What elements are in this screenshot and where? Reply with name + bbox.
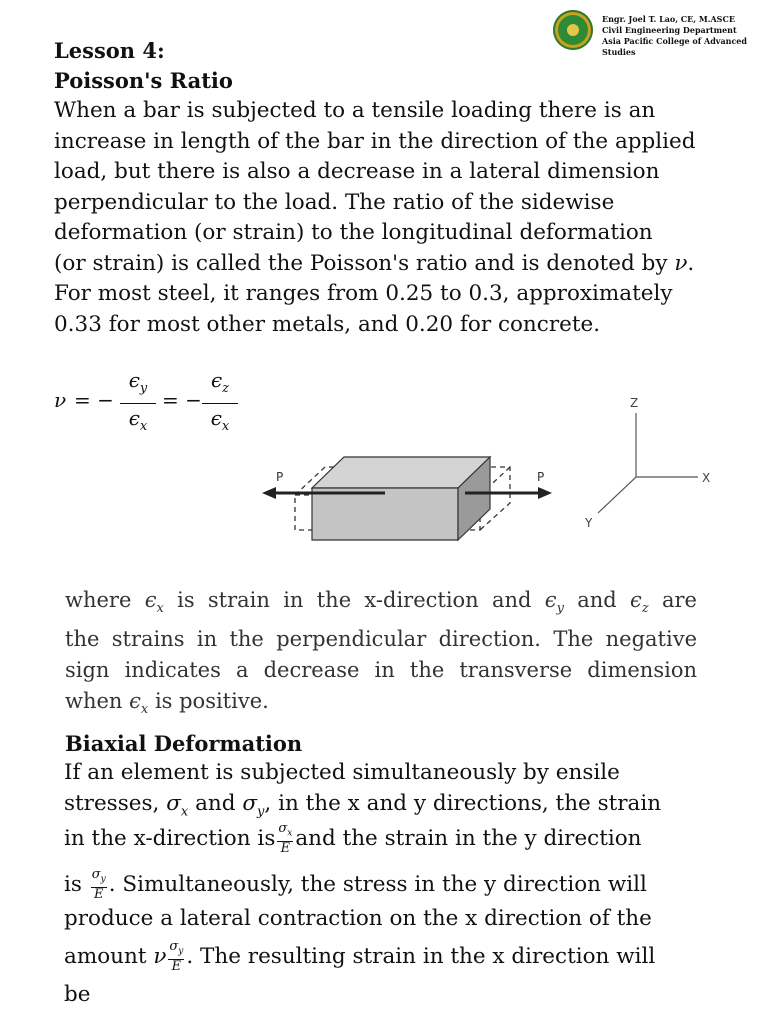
where-line-1 (65, 585, 697, 624)
fraction-sigma-x-over-E: $\frac{\sigma_x}{E}$ (278, 821, 293, 856)
load-label-right: P (537, 470, 545, 484)
formula-equals: = − (74, 388, 114, 412)
formula-equals-2: = − (162, 388, 202, 412)
biaxial-line-3 (64, 822, 642, 856)
denominator-eps-x: $\epsilon_x$ (210, 406, 230, 434)
denominator-eps-x: $\epsilon_x$ (128, 406, 148, 434)
axis-label-x: X (702, 471, 711, 485)
coordinate-axes (598, 413, 698, 513)
biaxial-line-4 (64, 868, 647, 902)
author-department: Civil Engineering Department (602, 25, 737, 35)
biaxial-line-2: stresses, $\sigma_x$ and $\sigma_y$, in the x and y directions, the strain (64, 791, 662, 820)
author-block (602, 14, 768, 58)
where-line-4 (65, 686, 697, 725)
biaxial-text: in the x-direction is (64, 825, 276, 851)
y-axis (598, 477, 636, 513)
college-seal-logo (553, 10, 593, 50)
eps-y-symbol: $\epsilon_y$ (544, 588, 564, 617)
are-word: are (661, 588, 697, 612)
strain-definition-paragraph (65, 585, 697, 725)
poisson-ratio-formula (54, 368, 254, 438)
where-line-2: the strains in the perpendicular direction. The negative (65, 627, 697, 652)
eps-z-symbol: $\epsilon_z$ (630, 588, 649, 617)
intro-line: 0.33 for most other metals, and 0.20 for concrete. (54, 311, 601, 337)
axis-label-y: Y (585, 516, 593, 530)
biaxial-line-1: If an element is subjected simultaneously by ensile (64, 760, 620, 785)
where-line-3: sign indicates a decrease in the transverse dimension (65, 658, 697, 683)
intro-line: load, but there is also a decrease in a lateral dimension (54, 159, 660, 184)
nu-symbol: ν (674, 250, 688, 276)
lesson-heading (54, 36, 233, 96)
tension-bar-diagram (250, 385, 730, 555)
eps-x-symbol: $\epsilon_x$ (144, 588, 164, 617)
eps-x-symbol: $\epsilon_x$ (129, 689, 149, 718)
when-word: when (65, 689, 123, 714)
sigma-y-symbol: $\sigma_y$ (242, 791, 265, 820)
where-word: where (65, 588, 132, 612)
author-name: Engr. Joel T. Lao, CE, M.ASCE (602, 14, 735, 24)
intro-line: increase in length of the bar in the direction of the applied (54, 128, 696, 154)
and-word: and (195, 791, 236, 816)
biaxial-text: in the x and y directions, the strain (278, 791, 662, 816)
intro-line: When a bar is subjected to a tensile loading there is an (54, 98, 656, 123)
author-college: Asia Pacific College of Advanced Studies (602, 36, 747, 57)
biaxial-line-5: produce a lateral contraction on the x direction of the (64, 906, 652, 931)
biaxial-text: . Simultaneously, the stress in the y direction will (108, 871, 647, 897)
biaxial-heading: Biaxial Deformation (65, 731, 303, 756)
stresses-word: stresses, (64, 791, 160, 816)
is-word: is (64, 871, 82, 897)
numerator-eps-z: $\epsilon_z$ (210, 368, 230, 396)
fraction-eps-y-over-eps-x (120, 368, 156, 439)
fraction-sigma-y-over-E: $\frac{\sigma_y}{E}$ (91, 867, 106, 902)
nu-symbol: ν (153, 943, 167, 969)
sigma-x-symbol: $\sigma_x$ (166, 791, 189, 820)
biaxial-line-6 (64, 940, 655, 974)
biaxial-text: and the strain in the y direction (295, 825, 642, 851)
intro-paragraph (54, 96, 724, 340)
load-label-left: P (276, 470, 284, 484)
intro-line: For most steel, it ranges from 0.25 to 0.3, approximately (54, 281, 673, 306)
lesson-number: Lesson 4: (54, 38, 165, 63)
intro-line: (or strain) is called the Poisson's ratio and is denoted by (54, 250, 668, 276)
fraction-sigma-y-over-E: $\frac{\sigma_y}{E}$ (169, 939, 184, 974)
numerator-eps-y: $\epsilon_y$ (128, 368, 148, 396)
lesson-title: Poisson's Ratio (54, 68, 233, 93)
formula-nu: ν (54, 388, 67, 412)
fraction-eps-z-over-eps-x (202, 368, 238, 439)
intro-line: deformation (or strain) to the longitudinal deformation (54, 220, 653, 245)
where-text: is strain in the x-direction and (177, 588, 532, 612)
bar-front-face (312, 488, 458, 540)
biaxial-line-7: be (64, 982, 91, 1007)
biaxial-text: . The resulting strain in the x direction will (186, 943, 656, 969)
axis-label-z: Z (630, 396, 639, 410)
and-word: and (577, 588, 617, 612)
amount-word: amount (64, 943, 147, 969)
intro-line: perpendicular to the load. The ratio of the sidewise (54, 189, 615, 215)
intro-line-with-nu: (or strain) is called the Poisson's ratio and is denoted by ν. (54, 250, 695, 276)
is-positive-text: is positive. (154, 689, 269, 714)
